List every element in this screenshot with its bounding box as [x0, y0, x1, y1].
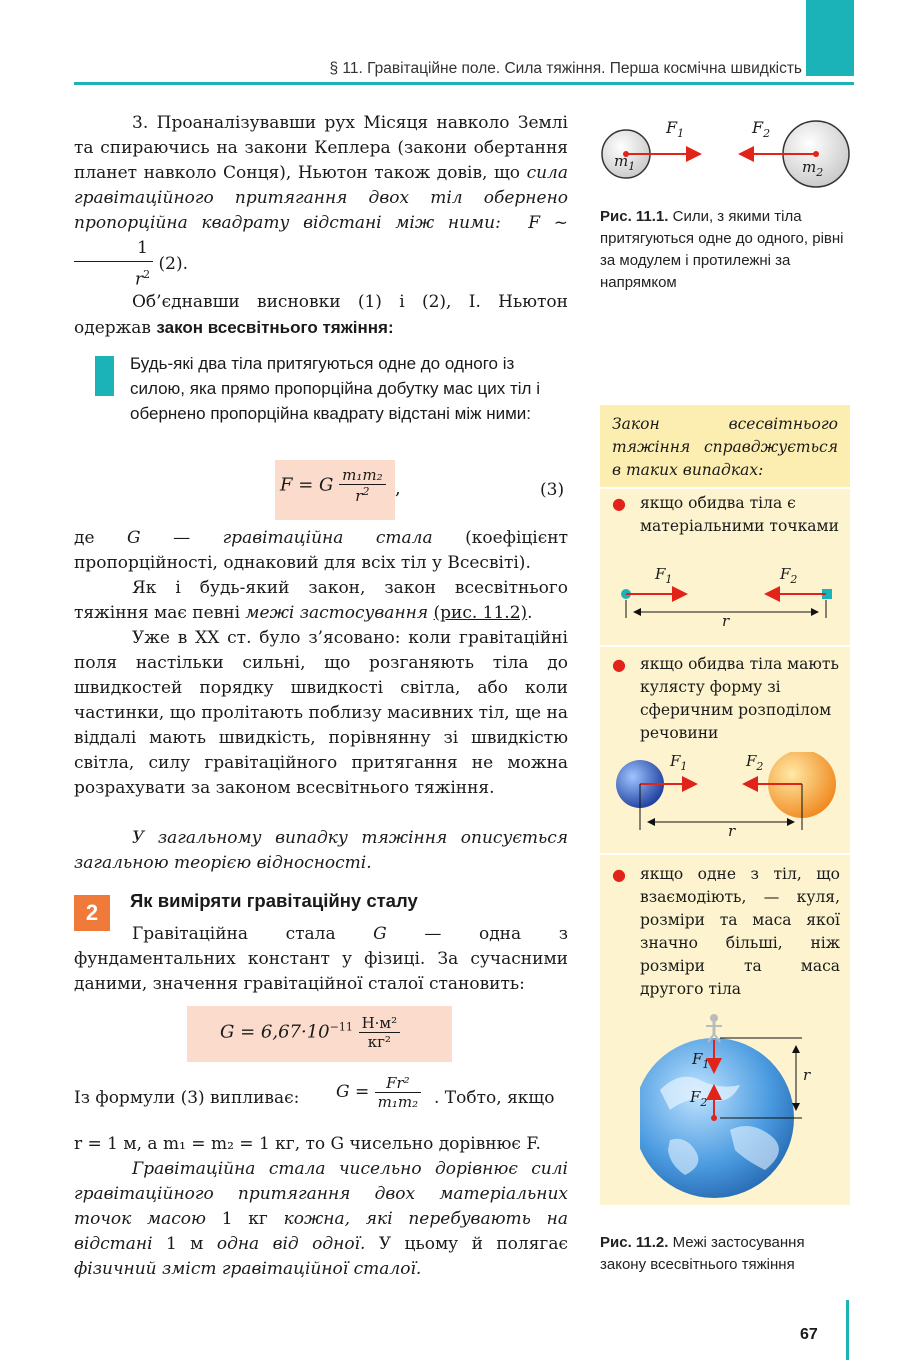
paragraph-from-formula-end: . Тобто, якщо — [434, 1088, 555, 1108]
paragraph-g-definition: де G — гравітаційна стала (коефіцієнт пропорційності, однаковий для всіх тіл у Всесвіті). — [74, 528, 569, 573]
spheres-force-1-label: $F_1$ — [670, 752, 688, 773]
force-2-label: $F_2$ — [752, 118, 771, 141]
g-value-formula: $G = 6,67\cdot 10^{-11}$ $\frac{\text{Н·м²}}{\text{кг²}}$ — [220, 1014, 400, 1051]
paragraph-physical-meaning: Гравітаційна стала чисельно дорівнює силі гравітаційного притягання двох матеріальних точок масою 1 кг кожна, які перебувають на відстані 1 м одна від одної. У цьому й полягає фізичний зміст гравітаційної сталої. — [74, 1159, 568, 1279]
points-force-2-label: $F_2$ — [780, 565, 798, 586]
formula-3-tag: (3) — [540, 480, 565, 500]
side-item-points: якщо обидва тіла є матеріальними точками — [640, 494, 839, 535]
header-rule — [74, 82, 854, 85]
paragraph-kepler: 3. Проаналізувавши рух Місяця навколо Землі та спираючись на закони Кеплера (закони обертання планет навколо Сонця), Ньютон також довів, що сила гравітаційного притягання двох тіл обернено пропорційна квадрату відстані між ними: F ~ $\frac{1}{r^2}$ (2). — [74, 113, 569, 290]
section-number-badge: 2 — [74, 895, 110, 931]
side-item-spheres: якщо обидва тіла мають кулясту форму зі сферичним розподілом речовини — [640, 655, 839, 742]
teal-corner-tab — [806, 0, 854, 76]
figure-11-2-caption: Рис. 11.2. Межі застосування закону всесвітнього тяжіння — [600, 1234, 805, 1273]
formula-g-derived: G = $\frac{\text{Fr²}}{\text{m₁m₂}}$ — [336, 1074, 421, 1111]
earth-distance-label: r — [803, 1066, 811, 1084]
side-panel-heading: Закон всесвітнього тяжіння справджується в таких випадках: — [600, 405, 850, 487]
paragraph-relativity: У загальному випадку тяжіння описується загальною теорією відносності. — [74, 828, 568, 873]
earth-force-2-label: $F_2$ — [690, 1088, 708, 1109]
paragraph-newton-law: Об’єднавши висновки (1) і (2), І. Ньютон одержав закон всесвітнього тяжіння: — [74, 292, 568, 338]
paragraph-20th-century: Уже в XX ст. було з’ясовано: коли гравітаційні поля настільки сильні, що розганяють тіла до швидкостей порядку швидкості світла, або коли частинки, що пролітають поблизу масивних тіл, ще на віддалі мають швидкість, порівнянну зі швидкістю світла, силу гравітаційного притягання не можна розрахувати за законом всесвітнього тяжіння. — [74, 628, 568, 798]
paragraph-from-formula: Із формули (3) випливає: — [74, 1088, 300, 1108]
spheres-distance-label: r — [728, 822, 736, 840]
figure-11-1-caption: Рис. 11.1. Сили, з якими тіла притягуються одне до одного, рівні за модулем і протилежні за напрямком — [600, 208, 844, 291]
bullet-2: ● — [612, 655, 626, 674]
mass-1-label: $m_1$ — [614, 152, 636, 173]
points-distance-label: r — [722, 612, 730, 630]
law-marker-bar — [95, 356, 114, 396]
fig-ref-link[interactable]: (рис. 11.2) — [433, 603, 528, 623]
formula-3-comma: , — [395, 478, 401, 499]
force-1-label: $F_1$ — [666, 118, 685, 141]
mass-2-label: $m_2$ — [802, 158, 824, 179]
earth-force-1-label: $F_1$ — [692, 1050, 710, 1071]
points-force-1-label: $F_1$ — [655, 565, 673, 586]
bullet-3: ● — [612, 865, 626, 884]
formula-2: F ~ $\frac{1}{r^2}$ — [74, 213, 568, 274]
bullet-1: ● — [612, 494, 626, 513]
paragraph-g-constant: Гравітаційна стала G — одна з фундаментальних констант у фізиці. За сучасними даними, значення гравітаційної сталої становить: — [74, 924, 568, 994]
diagram-earth — [640, 1010, 840, 1200]
section-title: Як виміряти гравітаційну сталу — [130, 890, 418, 911]
page-header: § 11. Гравітаційне поле. Сила тяжіння. Перша космічна швидкість — [329, 60, 802, 77]
side-item-large-sphere: якщо одне з тіл, що взаємодіють, — куля, розміри та маса якої значно більші, ніж розміри та маса другого тіла — [640, 865, 840, 998]
formula-3: F = G $\frac{\text{m₁m₂}}{r^2}$ — [280, 466, 386, 505]
paragraph-example-values: r = 1 м, а m₁ = m₂ = 1 кг, то G чисельно дорівнює F. — [74, 1134, 541, 1154]
spheres-force-2-label: $F_2$ — [746, 752, 764, 773]
page-number: 67 — [800, 1326, 818, 1343]
law-statement: Будь-які два тіла притягуються одне до одного із силою, яка прямо пропорційна добутку мас цих тіл і обернено пропорційна квадрату відстані між ними: — [130, 354, 540, 423]
page-number-bar — [846, 1300, 849, 1360]
paragraph-limits: Як і будь-який закон, закон всесвітнього тяжіння має певні межі застосування (рис. 11.2). — [74, 578, 568, 623]
